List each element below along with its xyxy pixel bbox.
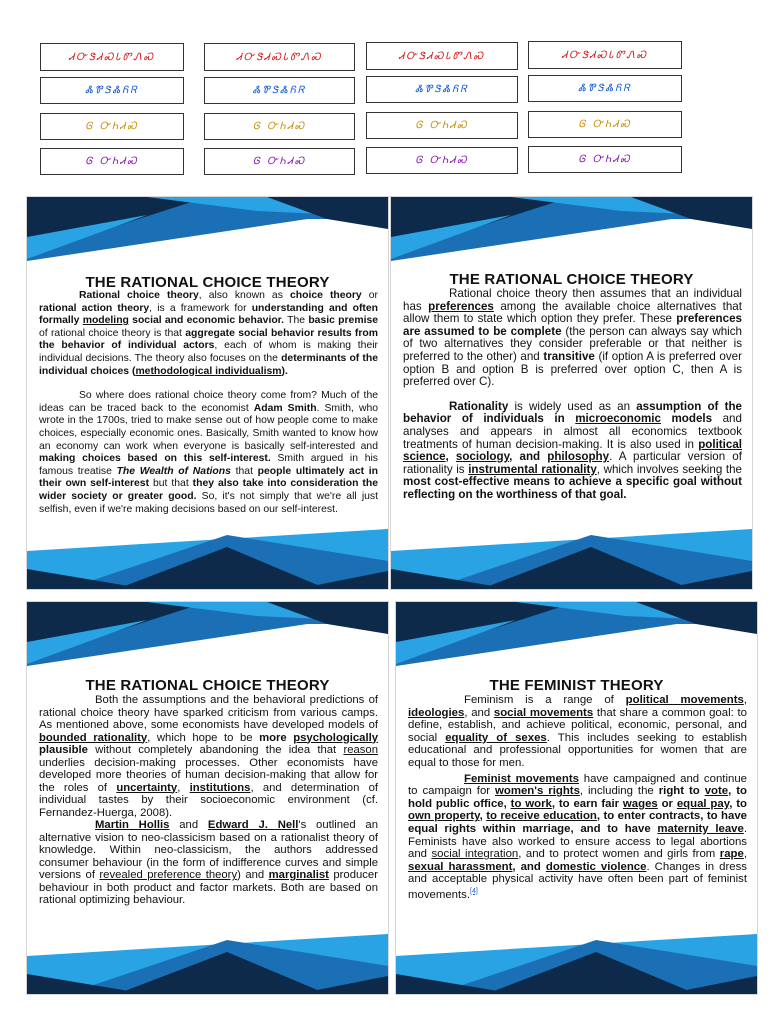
card-body: [408, 694, 747, 901]
card-rational-choice-2: [391, 197, 752, 589]
label-cell: ᏜᏈᏕᏜᏲᏒ: [204, 77, 355, 104]
label-cell: Ꮆ ᏅᏂᏗᏍ: [366, 112, 518, 139]
citation-link[interactable]: [4]: [470, 887, 478, 895]
card-body: [39, 694, 378, 907]
label-cell: ᏗᏅᏕᏗᏍᏓᏛᏁᏍ: [366, 42, 518, 70]
card-rational-choice-1: [27, 197, 388, 589]
header-decoration: [27, 602, 388, 666]
label-cell: Ꮆ ᏅᏂᏗᏍ: [40, 113, 184, 140]
label-cell: ᏗᏅᏕᏗᏍᏓᏛᏁᏍ: [40, 43, 184, 71]
footer-decoration: [391, 521, 752, 589]
paragraph: Rational choice theory, also known as choice theory or rational action theory, is a framework for understanding and often formally modeling social and economic behavior. The basic premise of rational choice theory is that aggregate social behavior results from the behavior of individual actors, each of whom is making their individual decisions. The theory also focuses on the determinants of the individual choices (methodological individualism).: [39, 290, 379, 377]
header-decoration: [27, 197, 388, 261]
label-cell: ᏗᏅᏕᏗᏍᏓᏛᏁᏍ: [204, 43, 355, 71]
card-title: THE RATIONAL CHOICE THEORY: [85, 274, 330, 291]
paragraph: Feminism is a range of political movements, ideologies, and social movements that share a common goal: to define, establish, and achieve political, economic, personal, and social equality of sexes. This includes seeking to establish educational and professional opportunities for women that are equal to those for men.: [408, 694, 747, 769]
label-cell: ᏗᏅᏕᏗᏍᏓᏛᏁᏍ: [528, 41, 682, 69]
paragraph: So where does rational choice theory come from? Much of the ideas can be traced back to the economist Adam Smith. Smith, who wrote in the 1700s, tried to make sense out of how people come to make choices, especially economic ones. Basically, Smith wanted to know how an economy can work when everyone is basically self-interested and making choices based on this self-interest. Smith argued in his famous treatise The Wealth of Nations that people ultimately act in their own self-interest but that they also take into consideration the wider society or greater good. So, it's not simply that we're all just selfish, even if we're making decisions based on our self-interest.: [39, 390, 379, 515]
footer-decoration: [396, 926, 757, 994]
card-body: [403, 288, 742, 502]
label-cell: ᏜᏈᏕᏜᏲᏒ: [366, 76, 518, 103]
paragraph: Rationality is widely used as an assumption of the behavior of individuals in microeconomic models and analyses and appears in almost all economics textbook treatments of human decision-making. It is also used in political science, sociology, and philosophy. A particular version of rationality is instrumental rationality, which involves seeking the most cost-effective means to achieve a specific goal without reflecting on the worthiness of that goal.: [403, 399, 742, 501]
paragraph: Rational choice theory then assumes that an individual has preferences among the available choice alternatives that allow them to state which option they prefer. These preferences are assumed to be complete (the person can always say which of two alternatives they consider preferable or that neither is preferred to the other) and transitive (if option A is preferred over option B and option B is preferred over option C, then A is preferred over C).: [403, 287, 742, 389]
card-title: THE RATIONAL CHOICE THEORY: [449, 271, 694, 288]
label-cell: ᏜᏈᏕᏜᏲᏒ: [528, 75, 682, 102]
label-cell: Ꮆ ᏅᏂᏗᏍ: [40, 148, 184, 175]
label-cell: Ꮆ ᏅᏂᏗᏍ: [528, 146, 682, 173]
card-title: THE FEMINIST THEORY: [489, 677, 664, 694]
label-cell: Ꮆ ᏅᏂᏗᏍ: [366, 147, 518, 174]
card-body: [39, 290, 378, 516]
paragraph: Both the assumptions and the behavioral predictions of rational choice theory have sparked criticism from various camps. As mentioned above, some economists have developed models of bounded rationality, which hope to be more psychologically plausible without completely abandoning the idea that reason underlies decision-making processes. Other economists have developed more theories of human decision-making that allow for the roles of uncertainty, institutions, and determination of individual tastes by their socioeconomic environment (cf. Fernandez-Huerga, 2008).: [39, 694, 379, 819]
card-rational-choice-3: [27, 602, 388, 994]
label-cell: Ꮆ ᏅᏂᏗᏍ: [528, 111, 682, 138]
header-decoration: [391, 197, 752, 261]
card-title: THE RATIONAL CHOICE THEORY: [85, 677, 330, 694]
paragraph: Martin Hollis and Edward J. Nell's outlined an alternative vision to neo-classicism based on a rationalist theory of knowledge. Within neo-classicism, the authors addressed consumer behaviour (in the form of indifference curves and simple versions of revealed preference theory) and marginalist producer behaviour in both product and factor markets. Both are based on rational optimizing behaviour.: [39, 819, 378, 906]
label-cell: Ꮆ ᏅᏂᏗᏍ: [204, 113, 355, 140]
footer-decoration: [27, 521, 388, 589]
footer-decoration: [27, 926, 388, 994]
paragraph: Feminist movements have campaigned and continue to campaign for women's rights, including the right to vote, to hold public office, to work, to earn fair wages or equal pay, to own property, to receive education, to enter contracts, to have equal rights within marriage, and to have maternity leave. Feminists have also worked to ensure access to legal abortions and social integration, and to protect women and girls from rape, sexual harassment, and domestic violence. Changes in dress and acceptable physical activity have often been part of feminist movements.[4]: [408, 772, 748, 901]
label-cell: ᏜᏈᏕᏜᏲᏒ: [40, 77, 184, 104]
label-cell: Ꮆ ᏅᏂᏗᏍ: [204, 148, 355, 175]
card-feminist-theory: [396, 602, 757, 994]
header-decoration: [396, 602, 757, 666]
